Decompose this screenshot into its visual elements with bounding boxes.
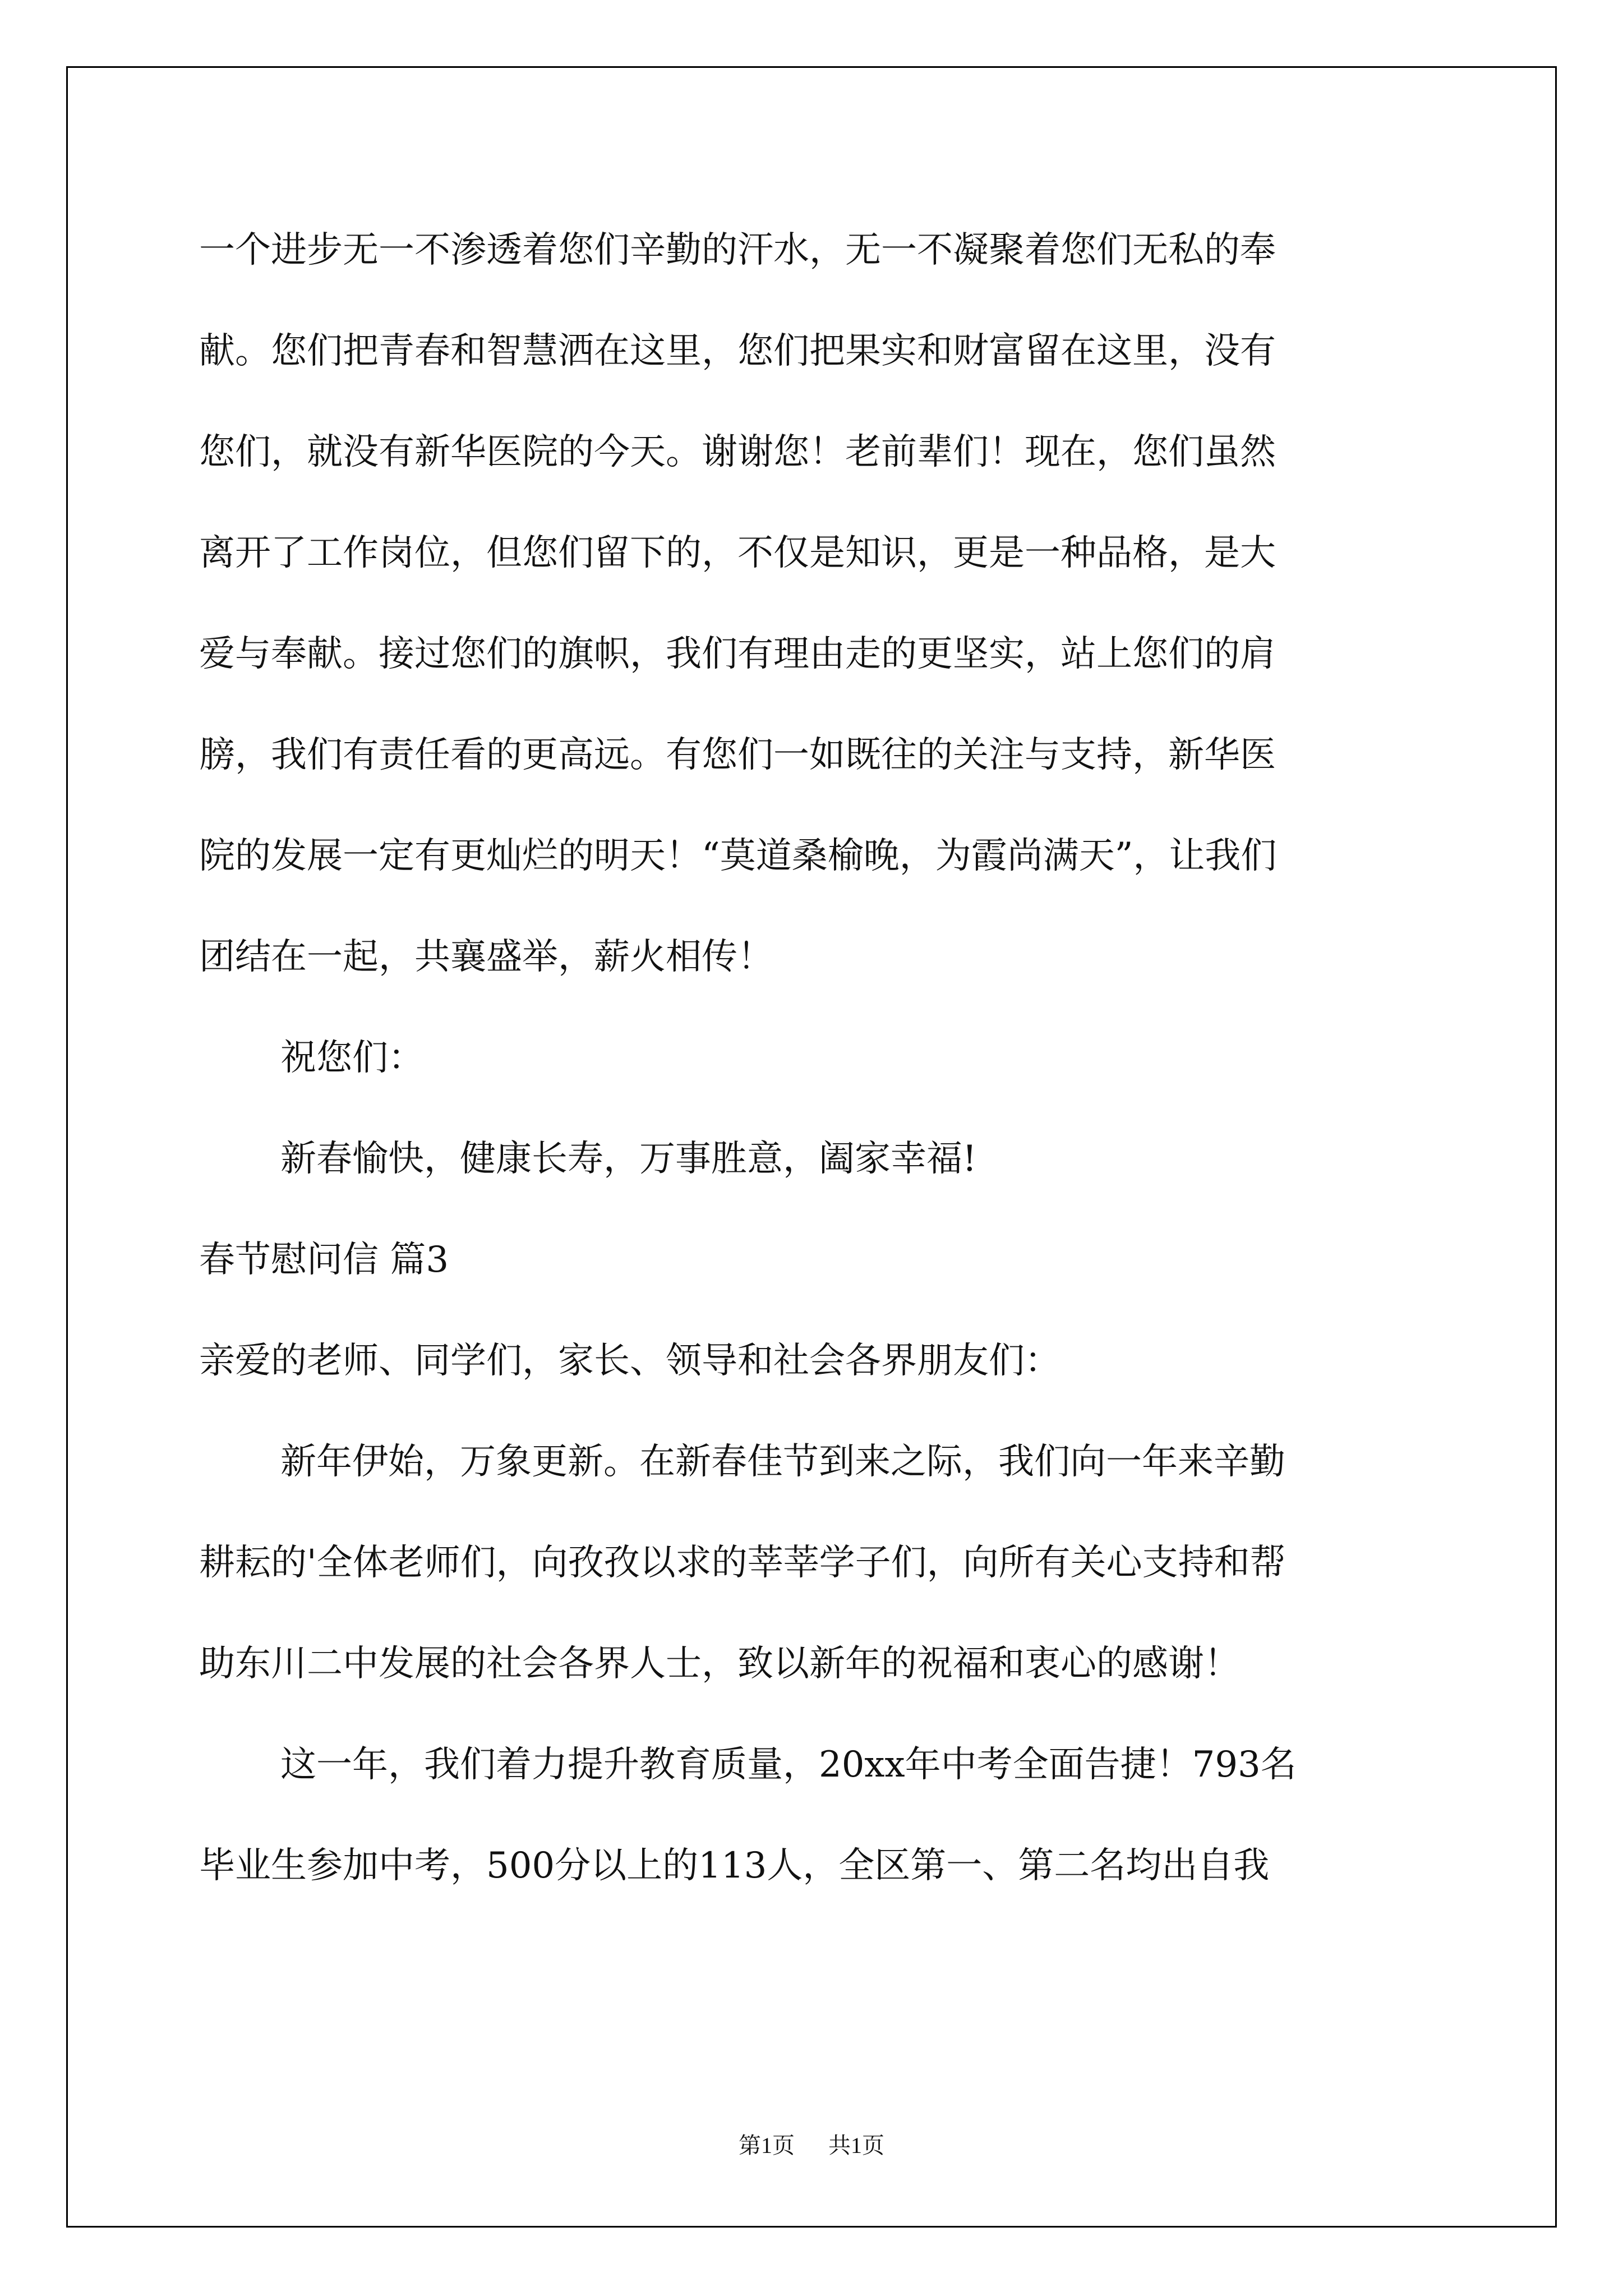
paragraph-line: 院的发展一定有更灿烂的明天！“莫道桑榆晚，为霞尚满天”，让我们 [199, 835, 1277, 877]
wishes-line: 新春愉快，健康长寿，万事胜意，阖家幸福! [280, 1138, 977, 1180]
paragraph-line: 助东川二中发展的社会各界人士，致以新年的祝福和衷心的感谢！ [199, 1643, 1240, 1685]
paragraph-line: 新年伊始，万象更新。在新春佳节到来之际，我们向一年来辛勤 [280, 1441, 1285, 1483]
greeting-line: 祝您们： [280, 1037, 424, 1079]
salutation-line: 亲爱的老师、同学们，家长、领导和社会各界朋友们： [199, 1340, 1061, 1382]
paragraph-line: 爱与奉献。接过您们的旗帜，我们有理由走的更坚实，站上您们的肩 [199, 633, 1276, 675]
paragraph-line: 离开了工作岗位，但您们留下的，不仅是知识，更是一种品格，是大 [199, 532, 1276, 574]
paragraph-line: 献。您们把青春和智慧洒在这里，您们把果实和财富留在这里，没有 [199, 330, 1276, 372]
paragraph-line: 毕业生参加中考，500分以上的113人，全区第一、第二名均出自我 [199, 1845, 1270, 1887]
paragraph-line: 这一年，我们着力提升教育质量，20xx年中考全面告捷！793名 [280, 1744, 1297, 1786]
paragraph-line: 团结在一起，共襄盛举，薪火相传！ [199, 936, 773, 978]
paragraph-line: 您们，就没有新华医院的今天。谢谢您！老前辈们！现在，您们虽然 [199, 431, 1276, 473]
page-number: 第1页 [739, 2133, 795, 2158]
page-total: 共1页 [828, 2133, 884, 2158]
paragraph-line: 膀，我们有责任看的更高远。有您们一如既往的关注与支持，新华医 [199, 734, 1276, 776]
paragraph-line: 耕耘的'全体老师们，向孜孜以求的莘莘学子们，向所有关心支持和帮 [199, 1542, 1286, 1584]
paragraph-line: 一个进步无一不渗透着您们辛勤的汗水，无一不凝聚着您们无私的奉 [199, 229, 1276, 271]
page-footer [0, 2129, 1623, 2162]
section-heading: 春节慰问信 篇3 [199, 1239, 449, 1281]
